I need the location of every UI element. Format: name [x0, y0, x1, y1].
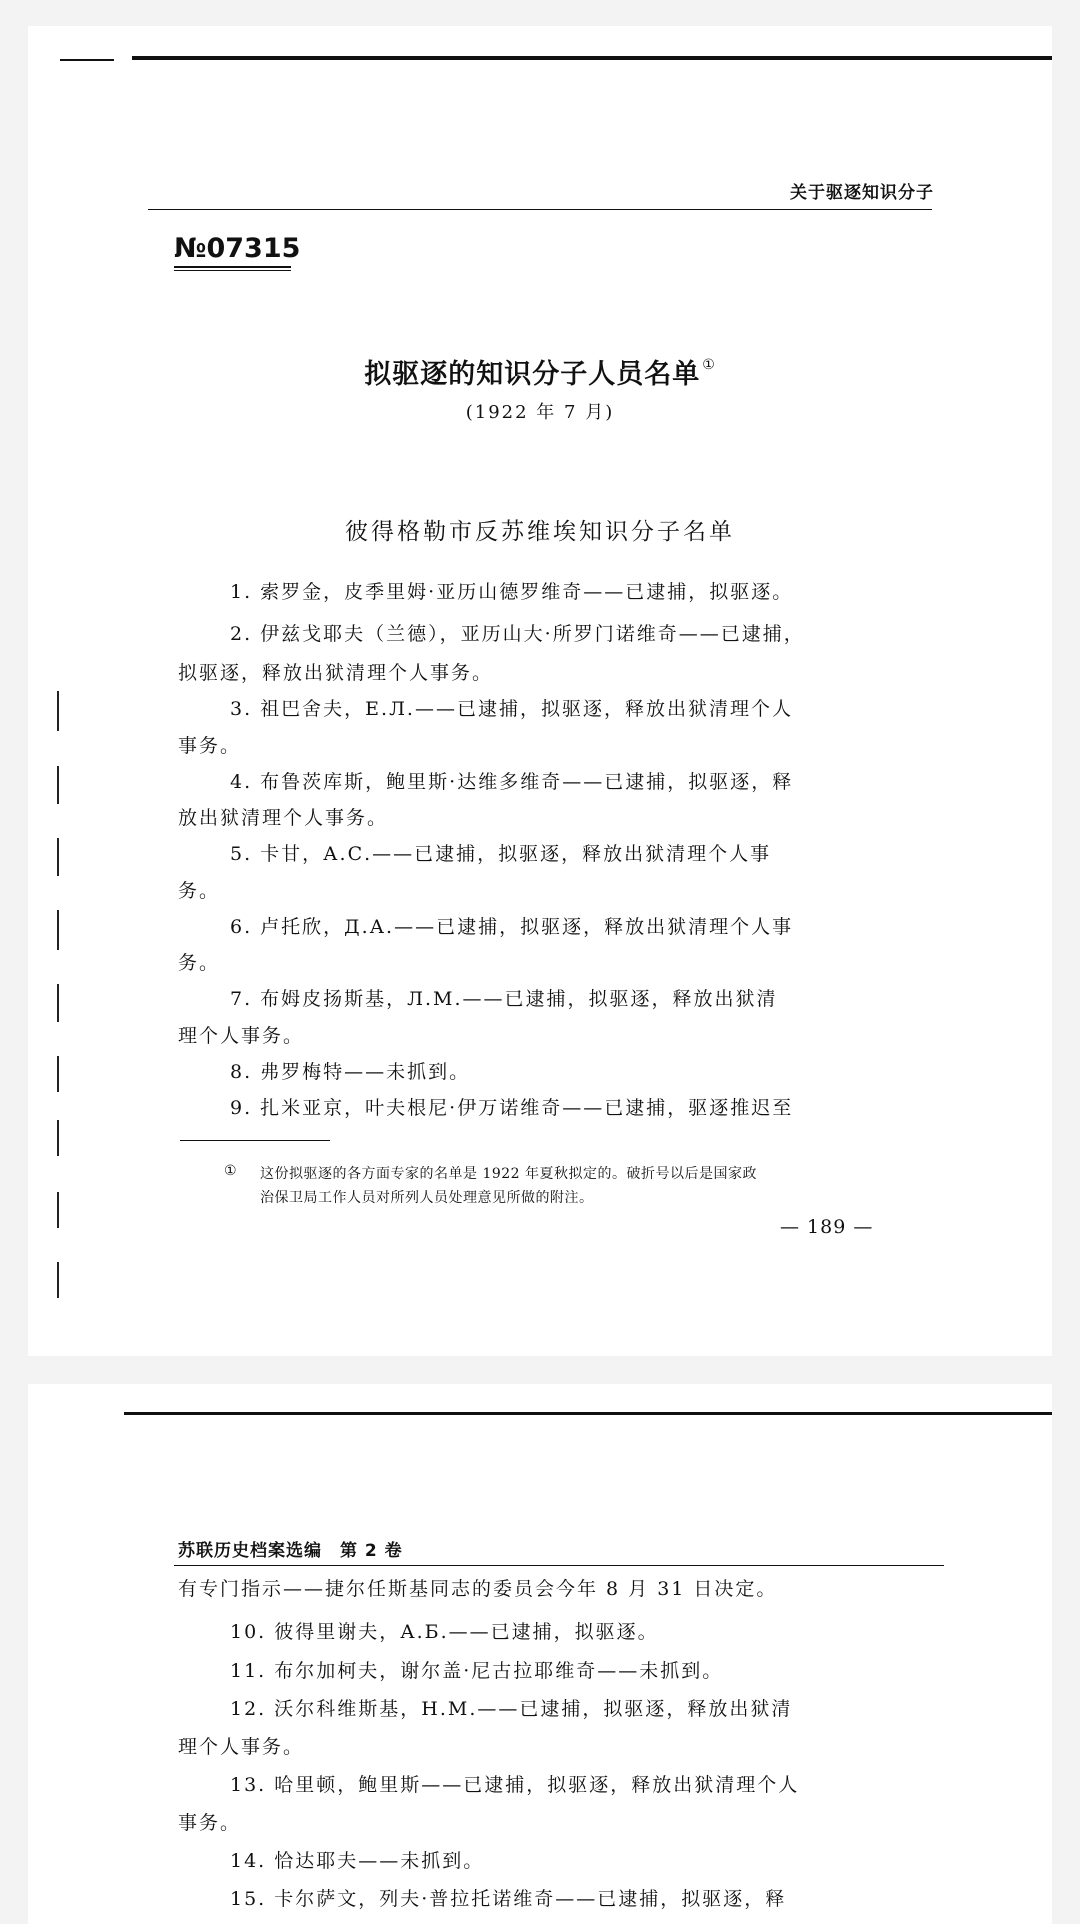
list-line-2: 2. 伊兹戈耶夫（兰德），亚历山大·所罗门诺维奇——已逮捕，	[230, 623, 805, 645]
list-line-2: 10. 彼得里谢夫，А.Б.——已逮捕，拟驱逐。	[230, 1621, 659, 1643]
footnote-mark: ①	[224, 1163, 238, 1179]
list-line-1: 1. 索罗金，皮季里姆·亚历山德罗维奇——已逮捕，拟驱逐。	[230, 581, 794, 603]
list-line-9: 务。	[178, 880, 221, 902]
margin-mark	[57, 838, 59, 876]
document-date: (1922 年 7 月)	[465, 402, 615, 423]
list-line-6: 13. 哈里顿，鲍里斯——已逮捕，拟驱逐，释放出狱清理个人	[230, 1774, 800, 1796]
page-number: — 189 —	[780, 1216, 874, 1238]
list-line-3: 拟驱逐，释放出狱清理个人事务。	[178, 662, 494, 684]
footnote-separator	[180, 1140, 330, 1141]
list-line-1: 有专门指示——捷尔任斯基同志的委员会今年 8 月 31 日决定。	[178, 1578, 778, 1600]
document-number-underline-2	[174, 270, 291, 271]
document-page-next	[28, 1384, 1052, 1924]
margin-mark	[57, 1120, 59, 1156]
list-line-4: 12. 沃尔科维斯基，Н.М.——已逮捕，拟驱逐，释放出狱清	[230, 1698, 793, 1720]
list-line-8: 14. 恰达耶夫——未抓到。	[230, 1850, 485, 1872]
document-title-text: 拟驱逐的知识分子人员名单	[364, 359, 701, 390]
document-number-underline	[174, 266, 291, 268]
top-rule-main	[132, 56, 1052, 60]
running-head: 苏联历史档案选编 第 2 卷	[178, 1541, 403, 1561]
list-line-13: 理个人事务。	[178, 1025, 305, 1047]
margin-mark	[57, 1192, 59, 1228]
margin-mark	[57, 910, 59, 950]
margin-mark	[57, 984, 59, 1022]
title-footnote-mark: ①	[702, 357, 716, 373]
margin-mark	[57, 1262, 59, 1298]
footnote-line-2: 治保卫局工作人员对所列人员处理意见所做的附注。	[260, 1190, 594, 1206]
top-rule-main	[124, 1412, 1052, 1415]
list-line-5: 事务。	[178, 735, 242, 757]
list-subtitle: 彼得格勒市反苏维埃知识分子名单	[345, 519, 735, 545]
list-line-9: 15. 卡尔萨文，列夫·普拉托诺维奇——已逮捕，拟驱逐，释	[230, 1888, 787, 1910]
list-line-12: 7. 布姆皮扬斯基，Л.М.——已逮捕，拟驱逐，释放出狱清	[230, 988, 778, 1010]
margin-mark	[57, 766, 59, 804]
list-line-8: 5. 卡甘，А.С.——已逮捕，拟驱逐，释放出狱清理个人事	[230, 843, 772, 865]
list-line-3: 11. 布尔加柯夫，谢尔盖·尼古拉耶维奇——未抓到。	[230, 1660, 724, 1682]
running-head-rule	[174, 1565, 944, 1566]
list-line-5: 理个人事务。	[178, 1736, 305, 1758]
list-line-10: 6. 卢托欣，Д.А.——已逮捕，拟驱逐，释放出狱清理个人事	[230, 916, 794, 938]
list-line-6: 4. 布鲁茨库斯，鲍里斯·达维多维奇——已逮捕，拟驱逐，释	[230, 771, 794, 793]
document-title	[28, 352, 1052, 391]
top-rule-left	[60, 59, 114, 61]
list-line-14: 8. 弗罗梅特——未抓到。	[230, 1061, 471, 1083]
list-line-4: 3. 祖巴舍夫，Е.Л.——已逮捕，拟驱逐，释放出狱清理个人	[230, 698, 793, 720]
list-line-15: 9. 扎米亚京，叶夫根尼·伊万诺维奇——已逮捕，驱逐推迟至	[230, 1097, 794, 1119]
document-number: №07315	[174, 233, 301, 264]
list-line-7: 事务。	[178, 1812, 242, 1834]
footnote-line-1: 这份拟驱逐的各方面专家的名单是 1922 年夏秋拟定的。破折号以后是国家政	[260, 1166, 758, 1182]
margin-mark	[57, 1056, 59, 1092]
document-page-189	[28, 26, 1052, 1356]
list-line-11: 务。	[178, 952, 221, 974]
running-head: 关于驱逐知识分子	[790, 183, 934, 203]
running-head-rule	[148, 209, 932, 210]
margin-mark	[57, 691, 59, 731]
list-line-7: 放出狱清理个人事务。	[178, 807, 389, 829]
